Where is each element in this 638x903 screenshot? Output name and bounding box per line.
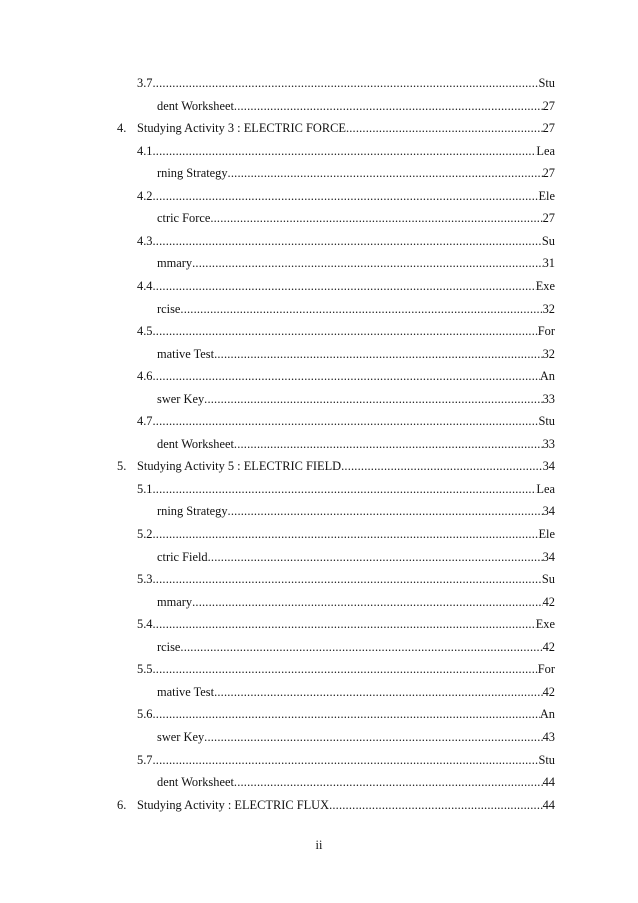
toc-section-title-start: Ele — [538, 188, 555, 203]
toc-page-number: 33 — [542, 391, 555, 406]
toc-section-title-start: Su — [541, 233, 555, 248]
toc-section-title-start: Stu — [538, 76, 555, 90]
toc-section-title-rest: rning Strategy — [157, 166, 228, 181]
toc-section-continuation[interactable] — [157, 638, 555, 656]
toc-section-entry[interactable] — [137, 615, 555, 633]
toc-page-number: 27 — [542, 166, 555, 181]
toc-section-title-rest: dent Worksheet — [157, 98, 234, 113]
toc-section-continuation[interactable] — [157, 209, 555, 227]
toc-section-title-start: An — [539, 369, 555, 384]
toc-section-title-rest: rning Strategy — [157, 504, 228, 519]
toc-section-number: 4.2 — [137, 188, 153, 203]
toc-section-number: 5.7 — [137, 752, 153, 767]
toc-section-title-rest: mmary — [157, 594, 193, 609]
toc-leader-dots — [234, 773, 543, 791]
toc-chapter-title: Studying Activity : ELECTRIC FLUX — [137, 797, 330, 812]
toc-section-title-start: Su — [541, 572, 555, 587]
toc-section-number: 5.1 — [137, 481, 153, 496]
toc-page-number: 42 — [542, 684, 555, 699]
toc-section-title-rest: ctric Field — [157, 549, 208, 564]
toc-section-number: 5.4 — [137, 617, 153, 632]
toc-page-number: 27 — [542, 121, 555, 136]
toc-section-title-start: Stu — [538, 752, 555, 767]
toc-chapter-entry[interactable] — [117, 796, 555, 814]
toc-section-entry[interactable] — [137, 367, 555, 385]
toc-section-continuation[interactable] — [157, 390, 555, 408]
toc-section-continuation[interactable] — [157, 683, 555, 701]
toc-page-number: 27 — [542, 211, 555, 226]
toc-leader-dots — [228, 502, 543, 520]
toc-section-continuation[interactable] — [157, 548, 555, 566]
toc-leader-dots — [204, 728, 542, 746]
toc-section-continuation[interactable] — [157, 773, 555, 791]
toc-leader-dots — [210, 209, 542, 227]
toc-leader-dots — [192, 593, 543, 611]
toc-leader-dots — [208, 548, 543, 566]
toc-section-title-rest: swer Key — [157, 729, 205, 744]
toc-chapter-entry[interactable] — [117, 119, 555, 137]
toc-section-entry[interactable] — [137, 277, 555, 295]
toc-leader-dots — [228, 164, 543, 182]
toc-leader-dots — [204, 390, 542, 408]
toc-leader-dots — [180, 300, 542, 318]
toc-section-title-rest: mative Test — [157, 684, 215, 699]
toc-leader-dots — [153, 660, 538, 678]
toc-page-number: 42 — [542, 639, 555, 654]
toc-section-continuation[interactable] — [157, 164, 555, 182]
toc-leader-dots — [153, 74, 539, 92]
toc-section-continuation[interactable] — [157, 435, 555, 453]
toc-section-title-start: An — [539, 707, 555, 722]
toc-page-number: 32 — [542, 301, 555, 316]
toc-page-number: 43 — [542, 729, 555, 744]
toc-page-number: 44 — [542, 775, 555, 790]
toc-leader-dots — [153, 367, 540, 385]
toc-section-entry[interactable] — [137, 570, 555, 588]
toc-leader-dots — [153, 232, 542, 250]
toc-page-number: 31 — [542, 256, 555, 271]
toc-section-number: 4.3 — [137, 233, 153, 248]
toc-leader-dots — [214, 683, 543, 701]
toc-chapter-number: 5. — [117, 459, 127, 474]
toc-section-number: 4.5 — [137, 324, 153, 339]
toc-leader-dots — [153, 412, 539, 430]
toc-leader-dots — [180, 638, 542, 656]
toc-section-entry[interactable] — [137, 525, 555, 543]
toc-leader-dots — [153, 751, 539, 769]
toc-section-title-start: For — [537, 662, 555, 677]
toc-leader-dots — [234, 435, 543, 453]
toc-leader-dots — [153, 705, 540, 723]
toc-section-entry[interactable] — [137, 660, 555, 678]
toc-section-continuation[interactable] — [157, 593, 555, 611]
toc-section-continuation[interactable] — [157, 502, 555, 520]
toc-leader-dots — [346, 119, 543, 137]
toc-section-title-rest: rcise — [157, 639, 181, 654]
toc-leader-dots — [214, 345, 543, 363]
toc-page-number: 34 — [542, 504, 555, 519]
toc-page-number: 32 — [542, 346, 555, 361]
toc-section-number: 4.6 — [137, 369, 153, 384]
toc-page-number: 34 — [542, 459, 555, 474]
toc-section-number: 5.6 — [137, 707, 153, 722]
toc-section-title-start: Lea — [536, 143, 555, 158]
toc-section-title-rest: dent Worksheet — [157, 436, 234, 451]
toc-section-entry[interactable] — [137, 705, 555, 723]
toc-section-continuation[interactable] — [157, 254, 555, 272]
toc-leader-dots — [329, 796, 543, 814]
toc-leader-dots — [153, 277, 536, 295]
toc-leader-dots — [153, 570, 542, 588]
toc-leader-dots — [192, 254, 543, 272]
toc-section-number: 4.4 — [137, 278, 153, 293]
toc-section-title-rest: mative Test — [157, 346, 215, 361]
toc-section-title-rest: rcise — [157, 301, 181, 316]
toc-page-number: 34 — [542, 549, 555, 564]
toc-section-entry[interactable] — [137, 232, 555, 250]
toc-section-number: 3.7 — [137, 76, 153, 90]
toc-section-title-rest: swer Key — [157, 391, 205, 406]
toc-section-number: 4.7 — [137, 414, 153, 429]
toc-section-number: 5.2 — [137, 527, 153, 541]
toc-leader-dots — [153, 615, 536, 633]
toc-section-number: 5.5 — [137, 662, 153, 677]
toc-section-continuation[interactable] — [157, 345, 555, 363]
toc-section-entry[interactable] — [137, 751, 555, 769]
toc-section-entry[interactable] — [137, 480, 555, 498]
toc-section-continuation[interactable] — [157, 728, 555, 746]
toc-section-entry[interactable] — [137, 412, 555, 430]
toc-section-number: 5.3 — [137, 572, 153, 587]
toc-section-title-start: Stu — [538, 414, 555, 429]
toc-leader-dots — [153, 525, 539, 543]
toc-leader-dots — [153, 480, 537, 498]
toc-page-number: 33 — [542, 436, 555, 451]
toc-section-title-start: For — [537, 324, 555, 339]
toc-leader-dots — [341, 457, 543, 475]
toc-section-title-rest: ctric Force — [157, 211, 211, 226]
toc-chapter-number: 4. — [117, 121, 127, 136]
toc-section-title-rest: mmary — [157, 256, 193, 271]
toc-chapter-title: Studying Activity 5 : ELECTRIC FIELD — [137, 459, 342, 474]
toc-section-entry[interactable] — [137, 187, 555, 205]
toc-leader-dots — [234, 97, 543, 115]
toc-page-number: 42 — [542, 594, 555, 609]
toc-chapter-number: 6. — [117, 797, 127, 812]
toc-section-entry[interactable] — [137, 74, 555, 92]
toc-section-title-start: Exe — [535, 617, 555, 632]
toc-page-number: 44 — [542, 797, 555, 812]
toc-page-number: 27 — [542, 98, 555, 113]
toc-section-title-start: Lea — [536, 481, 555, 496]
page-number: ii — [315, 838, 323, 852]
toc-chapter-title: Studying Activity 3 : ELECTRIC FORCE — [137, 121, 346, 136]
toc-leader-dots — [153, 142, 537, 160]
toc-section-number: 4.1 — [137, 143, 153, 158]
toc-section-title-rest: dent Worksheet — [157, 775, 234, 790]
toc-section-title-start: Ele — [538, 527, 555, 541]
toc-section-continuation[interactable] — [157, 300, 555, 318]
toc-section-entry[interactable] — [137, 142, 555, 160]
toc-section-title-start: Exe — [535, 278, 555, 293]
toc-section-continuation[interactable] — [157, 97, 555, 115]
toc-section-entry[interactable] — [137, 322, 555, 340]
toc-leader-dots — [153, 187, 539, 205]
toc-chapter-entry[interactable] — [117, 457, 555, 475]
toc-leader-dots — [153, 322, 538, 340]
